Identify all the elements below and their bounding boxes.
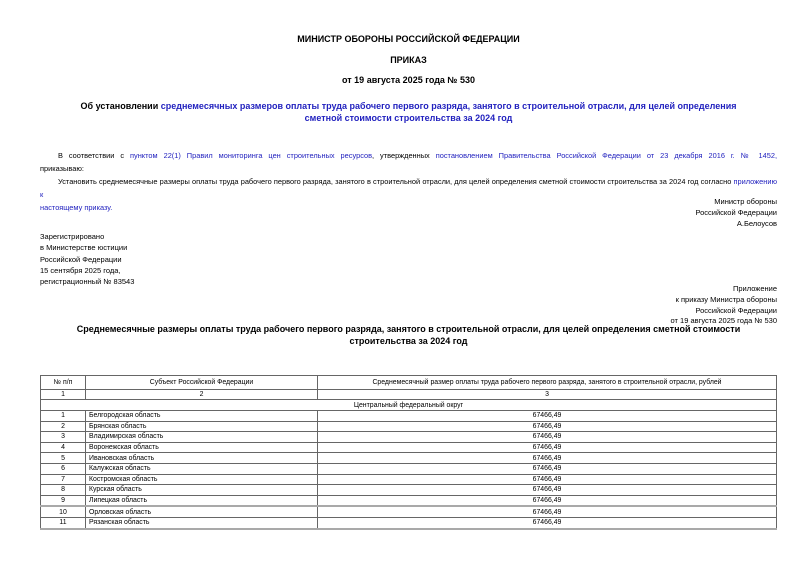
document-date-number: от 19 августа 2025 года № 530	[342, 75, 475, 85]
cell-region: Курская область	[86, 485, 318, 496]
table-row	[41, 463, 777, 474]
registration-line: Зарегистрировано	[40, 232, 105, 241]
signature-block	[40, 196, 777, 229]
regions-table	[40, 375, 777, 530]
column-number: 2	[86, 390, 318, 400]
cell-value: 67466,49	[318, 517, 777, 528]
registration-line: в Министерстве юстиции	[40, 243, 128, 253]
cell-region: Липецкая область	[86, 495, 318, 506]
cell-region: Рязанская область	[86, 517, 318, 528]
annex-table-title: Среднемесячные размеры оплаты труда рабочего первого разряда, занятого в строительной отрасли, для целей определения сметной стоимости строительства за 2024 год	[76, 324, 741, 346]
col-header-region: Субъект Российской Федерации	[86, 376, 318, 390]
order-clause-text: Установить среднемесячные размеры оплаты труда рабочего первого разряда, занятого в строительной отрасли, для целей определения сметной стоимости строительства за 2024 год согласно	[58, 177, 734, 186]
cell-num: 10	[41, 506, 86, 517]
cell-region: Брянская область	[86, 421, 318, 432]
cell-value: 67466,49	[318, 485, 777, 496]
col-header-number: № п/п	[41, 376, 86, 390]
registration-line: регистрационный № 83543	[40, 277, 135, 287]
annex-line: Российской Федерации	[695, 305, 777, 315]
table-header-row	[41, 376, 777, 390]
registration-block	[40, 231, 777, 287]
signature-line: А.Белоусов	[736, 219, 777, 228]
cell-num: 4	[41, 442, 86, 453]
cell-num: 11	[41, 517, 86, 528]
cell-num: 6	[41, 463, 86, 474]
document-type: ПРИКАЗ	[390, 55, 427, 65]
subject-link[interactable]: среднемесячных размеров оплаты труда рабочего первого разряда, занятого в строительной отрасли, для целей определения сметной стоимости строительства за 2024 год	[160, 101, 737, 123]
cell-region: Костромская область	[86, 474, 318, 485]
link-government-resolution[interactable]: постановлением Правительства Российской Федерации от 23 декабря 2016 г. № 1452,	[435, 151, 778, 160]
cell-region: Воронежская область	[86, 442, 318, 453]
table-body	[41, 411, 777, 529]
federal-district-label: Центральный федеральный округ	[41, 400, 777, 411]
cell-region: Калужская область	[86, 463, 318, 474]
cell-value: 67466,49	[318, 474, 777, 485]
cell-num: 2	[41, 421, 86, 432]
cell-region: Ивановская область	[86, 453, 318, 464]
column-numbers-row	[41, 390, 777, 400]
cell-value: 67466,49	[318, 506, 777, 517]
registration-line: Российской Федерации	[40, 254, 122, 264]
cell-region: Белгородская область	[86, 411, 318, 422]
cell-num: 1	[41, 411, 86, 422]
table-row	[41, 495, 777, 506]
signature-line: Российской Федерации	[695, 208, 777, 217]
cell-value: 67466,49	[318, 495, 777, 506]
cell-num: 5	[41, 453, 86, 464]
cell-value: 67466,49	[318, 421, 777, 432]
cell-region: Владимирская область	[86, 432, 318, 443]
annex-line: Приложение	[733, 284, 777, 293]
table-row	[41, 421, 777, 432]
preamble-line	[40, 149, 777, 162]
column-number: 1	[41, 390, 86, 400]
registration-line: 15 сентября 2025 года,	[40, 265, 121, 275]
annex-line: от 19 августа 2025 года № 530	[670, 316, 777, 326]
table-row	[41, 474, 777, 485]
cell-num: 3	[41, 432, 86, 443]
column-number: 3	[318, 390, 777, 400]
section-row	[41, 400, 777, 411]
table-row	[41, 442, 777, 453]
preamble-text-2: , утвержденных	[372, 151, 436, 160]
preamble-text-1: В соответствии с	[58, 151, 131, 160]
cell-num: 7	[41, 474, 86, 485]
cell-value: 67466,49	[318, 453, 777, 464]
issuing-authority: МИНИСТР ОБОРОНЫ РОССИЙСКОЙ ФЕДЕРАЦИИ	[297, 34, 520, 44]
subject-prefix: Об установлении	[80, 101, 161, 111]
annex-line: к приказу Министра обороны	[675, 294, 777, 304]
table-row	[41, 411, 777, 422]
table-row	[41, 453, 777, 464]
table-row	[41, 485, 777, 496]
cell-value: 67466,49	[318, 442, 777, 453]
table-row	[41, 432, 777, 443]
cell-value: 67466,49	[318, 411, 777, 422]
col-header-value: Среднемесячный размер оплаты труда рабочего первого разряда, занятого в строительной отрасли, рублей	[318, 376, 777, 390]
order-word: приказываю:	[40, 164, 84, 173]
link-rules-clause[interactable]: пунктом 22(1) Правил мониторинга цен строительных ресурсов	[130, 151, 373, 160]
cell-num: 8	[41, 485, 86, 496]
signature-line: Министр обороны	[714, 197, 777, 206]
cell-value: 67466,49	[318, 463, 777, 474]
cell-value: 67466,49	[318, 432, 777, 443]
link-annex-part2[interactable]: настоящему приказу.	[40, 203, 113, 212]
link-annex-part1[interactable]: приложению к	[40, 177, 777, 199]
table-row	[41, 506, 777, 517]
cell-region: Орловская область	[86, 506, 318, 517]
table-row	[41, 517, 777, 528]
cell-num: 9	[41, 495, 86, 506]
annex-block	[40, 284, 777, 327]
document-subject	[40, 101, 777, 124]
